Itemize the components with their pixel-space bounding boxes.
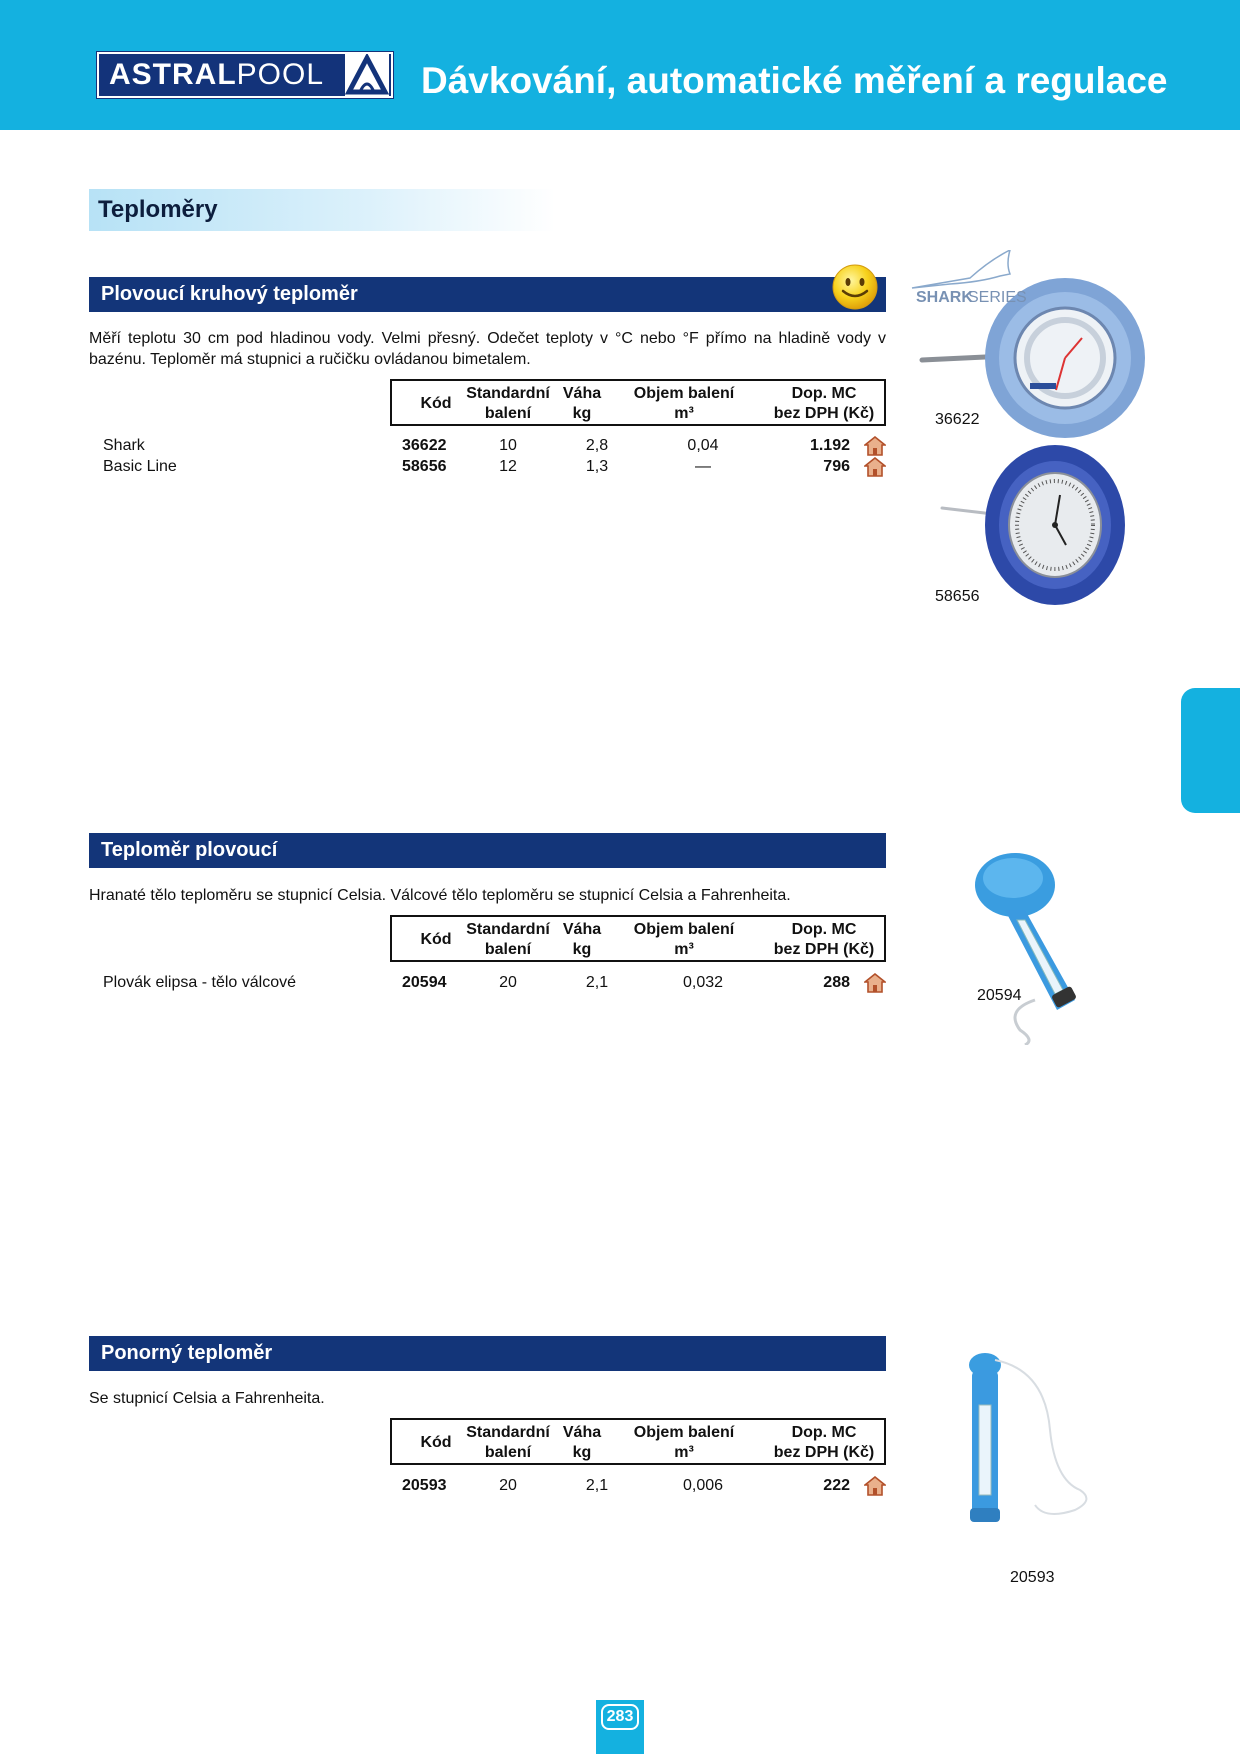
section-description: Se stupnicí Celsia a Fahrenheita.	[89, 1390, 325, 1407]
section-title-ponorny-teplomer: Ponorný teploměr	[89, 1336, 886, 1371]
product-image-submersible-thermometer	[955, 1350, 1105, 1530]
section-description: Hranaté tělo teploměru se stupnicí Celsia. Válcové tělo teploměru se stupnicí Celsia a Fahrenheita.	[89, 887, 791, 904]
section-description: Měří teplotu 30 cm pod hladinou vody. Velmi přesný. Odečet teploty v °C nebo °F přímo na hladině vody v bazénu. Teploměr má stupnici a ručičku ovládanou bimetalem.	[89, 330, 886, 368]
table-row: Basic Line 58656 12 1,3 — 796	[0, 458, 900, 478]
table-header	[390, 379, 886, 426]
header-cena: Dop. MC bez DPH (Kč)	[773, 921, 875, 958]
image-label: 20593	[1010, 1569, 1055, 1586]
header-objem: Objem balení m³	[633, 1424, 735, 1461]
header-cena: Dop. MC bez DPH (Kč)	[773, 1424, 875, 1461]
header-kod: Kód	[420, 1434, 452, 1451]
shark-brand-text: SHARK	[916, 289, 973, 306]
image-label: 20594	[977, 987, 1022, 1004]
home-icon	[864, 1476, 886, 1496]
header-vaha: Váha kg	[562, 1424, 602, 1461]
page-number: 283	[601, 1704, 639, 1730]
header-standardni: Standardní balení	[466, 385, 550, 422]
header-cena: Dop. MC bez DPH (Kč)	[773, 385, 875, 422]
astralpool-logo	[97, 52, 393, 98]
table-row: Plovák elipsa - tělo válcové 20594 20 2,1 0,032 288	[0, 974, 900, 994]
side-index-tab	[1181, 688, 1240, 813]
section-title-teplomer-plovouci: Teploměr plovoucí	[89, 833, 886, 868]
header-standardni: Standardní balení	[466, 921, 550, 958]
product-image-float-thermometer	[965, 850, 1105, 1045]
page-title: Dávkování, automatické měření a regulace	[421, 60, 1168, 101]
header-vaha: Váha kg	[562, 921, 602, 958]
header-objem: Objem balení m³	[633, 921, 735, 958]
series-brand-text: SERIES	[968, 289, 1027, 306]
logo-triangle-icon	[345, 54, 389, 96]
section-title-plovouci-kruhovy: Plovoucí kruhový teploměr	[89, 277, 886, 312]
header-objem: Objem balení m³	[633, 385, 735, 422]
home-icon	[864, 457, 886, 477]
image-label: 58656	[935, 588, 980, 605]
home-icon	[864, 973, 886, 993]
table-row: Shark 36622 10 2,8 0,04 1.192	[0, 437, 900, 457]
home-icon	[864, 436, 886, 456]
table-header	[390, 1418, 886, 1465]
category-heading: Teploměry	[89, 189, 555, 231]
header-kod: Kód	[420, 931, 452, 948]
smiley-icon	[831, 263, 879, 311]
header-kod: Kód	[420, 395, 452, 412]
header-vaha: Váha kg	[562, 385, 602, 422]
table-row: 20593 20 2,1 0,006 222	[0, 1477, 900, 1497]
logo-text: ASTRALPOOL	[109, 58, 325, 91]
image-label: 36622	[935, 411, 980, 428]
table-header	[390, 915, 886, 962]
header-standardni: Standardní balení	[466, 1424, 550, 1461]
